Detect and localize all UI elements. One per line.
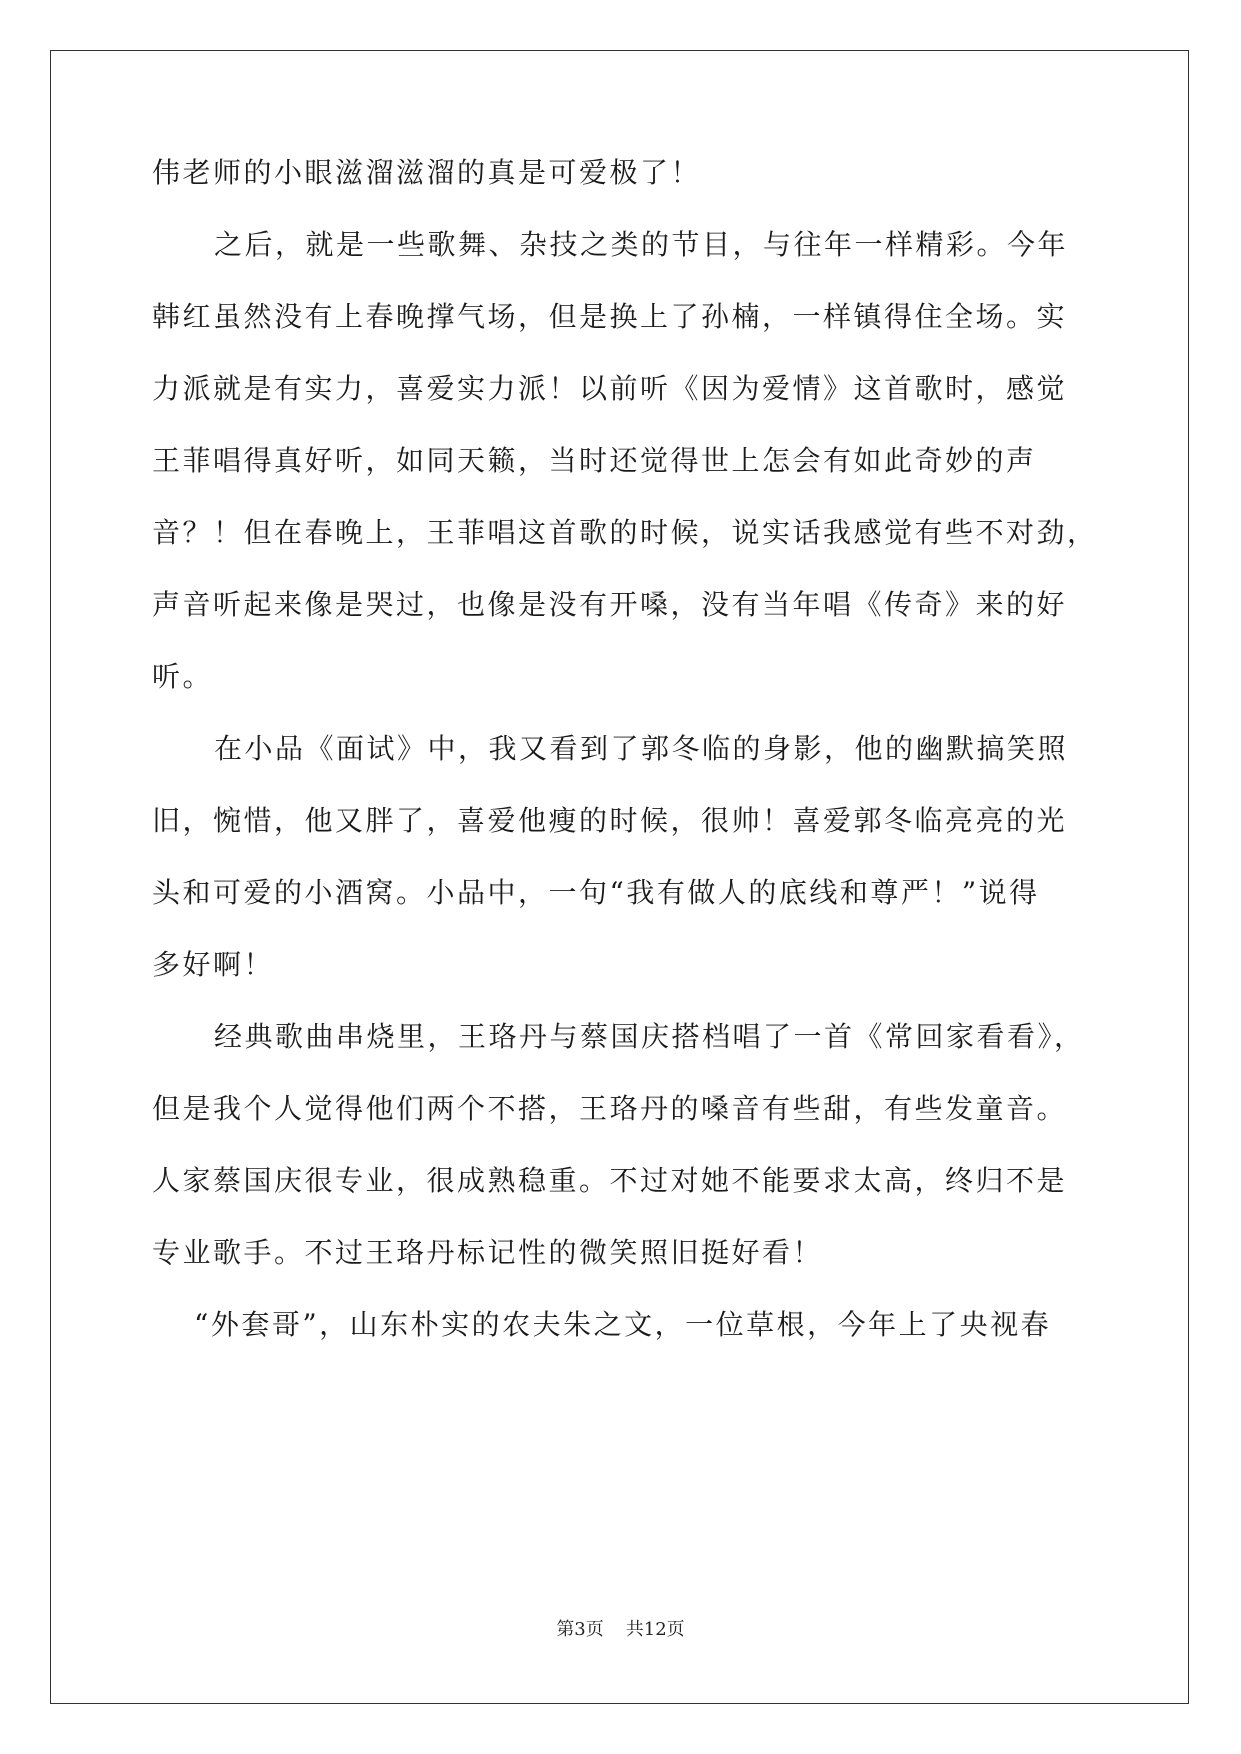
paragraph-line: 人家蔡国庆很专业，很成熟稳重。不过对她不能要求太高，终归不是	[152, 1164, 1068, 1197]
paragraph-line: 之后，就是一些歌舞、杂技之类的节目，与往年一样精彩。今年	[214, 228, 1069, 261]
paragraph-line: 头和可爱的小酒窝。小品中，一句“我有做人的底线和尊严！”说得	[152, 876, 1040, 909]
paragraph-line: 伟老师的小眼滋溜滋溜的真是可爱极了！	[152, 156, 702, 189]
page-number-total: 共12页	[625, 1619, 685, 1640]
page-footer	[0, 1618, 1241, 1642]
paragraph-line: 多好啊！	[152, 948, 275, 981]
paragraph-line: “外套哥”，山东朴实的农夫朱之文，一位草根，今年上了央视春	[194, 1308, 1052, 1341]
paragraph-line: 但是我个人觉得他们两个不搭，王珞丹的嗓音有些甜，有些发童音。	[152, 1092, 1068, 1125]
paragraph-line: 专业歌手。不过王珞丹标记性的微笑照旧挺好看！	[152, 1236, 824, 1269]
page-number-current: 第3页	[556, 1619, 604, 1640]
paragraph-line: 在小品《面试》中，我又看到了郭冬临的身影，他的幽默搞笑照	[214, 732, 1069, 765]
paragraph-line: 经典歌曲串烧里，王珞丹与蔡国庆搭档唱了一首《常回家看看》，	[214, 1020, 1085, 1053]
paragraph-line: 听。	[152, 660, 214, 693]
paragraph-line: 声音听起来像是哭过，也像是没有开嗓，没有当年唱《传奇》来的好	[152, 588, 1068, 621]
paragraph-line: 王菲唱得真好听，如同天籁，当时还觉得世上怎会有如此奇妙的声	[152, 444, 1037, 477]
paragraph-line: 力派就是有实力，喜爱实力派！以前听《因为爱情》这首歌时，感觉	[152, 372, 1068, 405]
paragraph-line: 音？！但在春晚上，王菲唱这首歌的时候，说实话我感觉有些不对劲，	[152, 516, 1098, 549]
paragraph-line: 韩红虽然没有上春晚撑气场，但是换上了孙楠，一样镇得住全场。实	[152, 300, 1068, 333]
paragraph-line: 旧，惋惜，他又胖了，喜爱他瘦的时候，很帅！喜爱郭冬临亮亮的光	[152, 804, 1068, 837]
